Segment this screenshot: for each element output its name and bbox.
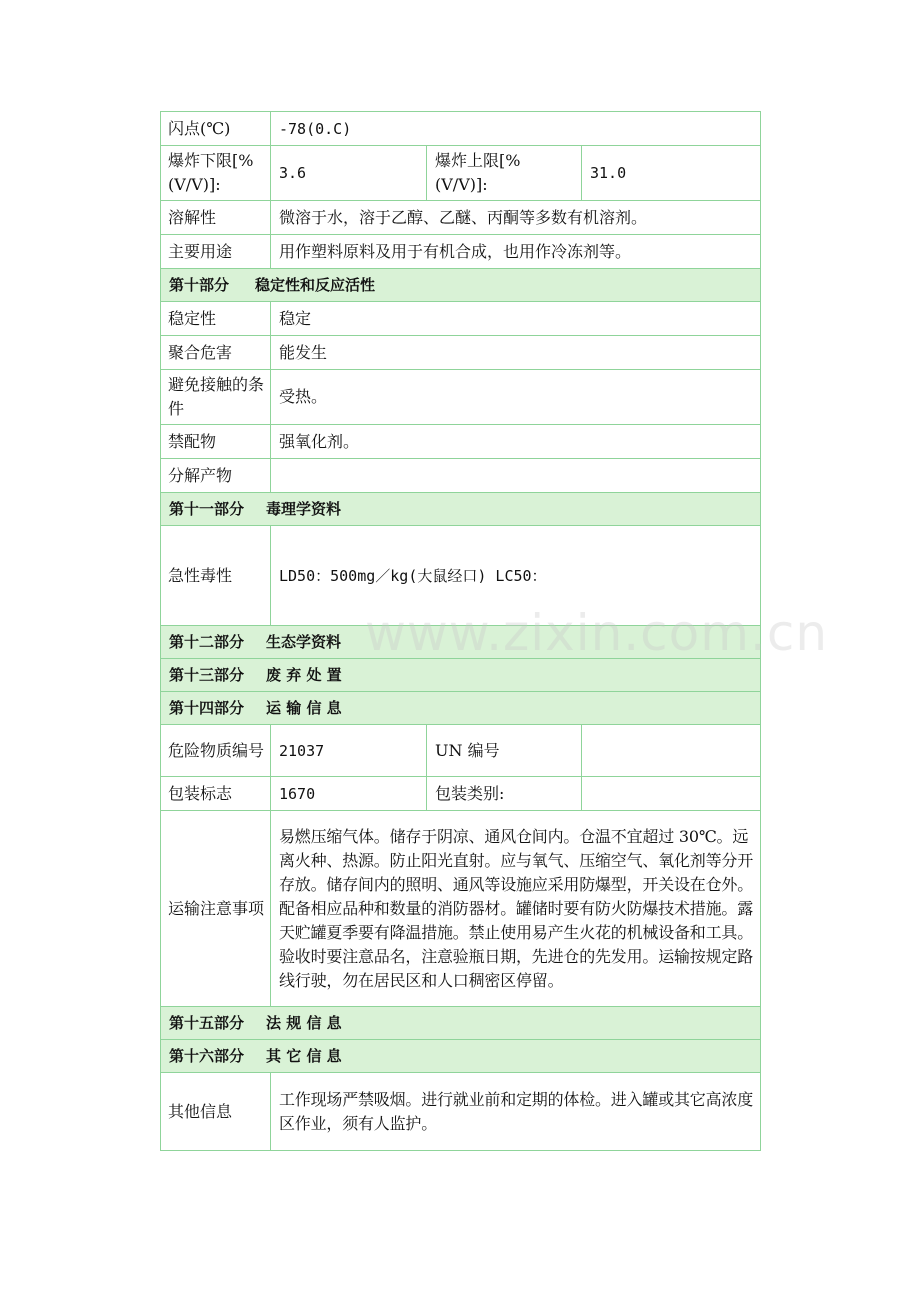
lower-limit-label: 爆炸下限[%(V/V)]: xyxy=(161,146,271,201)
row-avoid-conditions xyxy=(161,370,761,425)
flash-point-label: 闪点(℃) xyxy=(161,112,271,146)
row-other-info xyxy=(161,1073,761,1151)
packing-class-label: 包装类别: xyxy=(427,777,582,811)
packing-mark-label: 包装标志 xyxy=(161,777,271,811)
acute-toxicity-label: 急性毒性 xyxy=(161,526,271,626)
row-polymerization xyxy=(161,336,761,370)
section-11-number: 第十一部分 xyxy=(169,500,245,518)
row-explosion-limits xyxy=(161,146,761,201)
transport-notes-value: 易燃压缩气体。储存于阴凉、通风仓间内。仓温不宜超过 30℃。远离火种、热源。防止阳光直射。应与氧气、压缩空气、氧化剂等分开存放。储存间内的照明、通风等设施应采用防爆型，开关设在仓外。配备相应品种和数量的消防器材。罐储时要有防火防爆技术措施。露天贮罐夏季要有降温措施。禁止使用易产生火花的机械设备和工具。验收时要注意品名，注意验瓶日期，先进仓的先发用。运输按规定路线行驶，勿在居民区和人口稠密区停留。 xyxy=(271,811,761,1007)
other-info-label: 其他信息 xyxy=(161,1073,271,1151)
upper-limit-label: 爆炸上限[%(V/V)]: xyxy=(427,146,582,201)
section-15-title: 法 规 信 息 xyxy=(266,1014,342,1032)
un-number-label: UN 编号 xyxy=(427,725,582,777)
msds-table xyxy=(160,111,761,1151)
transport-notes-label: 运输注意事项 xyxy=(161,811,271,1007)
row-acute-toxicity xyxy=(161,526,761,626)
packing-mark-value: 1670 xyxy=(271,777,427,811)
avoid-conditions-label: 避免接触的条件 xyxy=(161,370,271,425)
row-stability xyxy=(161,302,761,336)
row-packing xyxy=(161,777,761,811)
row-solubility xyxy=(161,201,761,235)
section-10-header xyxy=(161,269,761,302)
row-hazard-number xyxy=(161,725,761,777)
flash-point-value: -78(0.C) xyxy=(271,112,761,146)
section-13-title: 废 弃 处 置 xyxy=(266,666,342,684)
incompatible-value: 强氧化剂。 xyxy=(271,425,761,459)
polymerization-value: 能发生 xyxy=(271,336,761,370)
section-10-title: 稳定性和反应活性 xyxy=(255,276,376,294)
section-16-number: 第十六部分 xyxy=(169,1047,245,1065)
row-decomposition xyxy=(161,459,761,493)
msds-sheet xyxy=(160,111,760,1151)
acute-toxicity-value: LD50：500mg／kg(大鼠经口) LC50： xyxy=(271,526,761,626)
section-15-number: 第十五部分 xyxy=(169,1014,245,1032)
polymerization-label: 聚合危害 xyxy=(161,336,271,370)
section-12-number: 第十二部分 xyxy=(169,633,245,651)
lower-limit-value: 3.6 xyxy=(271,146,427,201)
avoid-conditions-value: 受热。 xyxy=(271,370,761,425)
decomposition-value xyxy=(271,459,761,493)
row-transport-notes xyxy=(161,811,761,1007)
packing-class-value xyxy=(582,777,761,811)
solubility-label: 溶解性 xyxy=(161,201,271,235)
stability-value: 稳定 xyxy=(271,302,761,336)
un-number-value xyxy=(582,725,761,777)
row-flash-point xyxy=(161,112,761,146)
section-14-title: 运 输 信 息 xyxy=(266,699,342,717)
main-use-label: 主要用途 xyxy=(161,235,271,269)
section-13-number: 第十三部分 xyxy=(169,666,245,684)
section-16-title: 其 它 信 息 xyxy=(266,1047,342,1065)
section-11-title: 毒理学资料 xyxy=(266,500,342,518)
section-15-header xyxy=(161,1007,761,1040)
section-16-header xyxy=(161,1040,761,1073)
row-main-use xyxy=(161,235,761,269)
solubility-value: 微溶于水，溶于乙醇、乙醚、丙酮等多数有机溶剂。 xyxy=(271,201,761,235)
section-12-header xyxy=(161,626,761,659)
section-13-header xyxy=(161,659,761,692)
section-14-number: 第十四部分 xyxy=(169,699,245,717)
upper-limit-value: 31.0 xyxy=(582,146,761,201)
section-14-header xyxy=(161,692,761,725)
hazard-number-value: 21037 xyxy=(271,725,427,777)
section-10-number: 第十部分 xyxy=(169,276,230,294)
row-incompatible xyxy=(161,425,761,459)
section-11-header xyxy=(161,493,761,526)
decomposition-label: 分解产物 xyxy=(161,459,271,493)
section-12-title: 生态学资料 xyxy=(266,633,342,651)
stability-label: 稳定性 xyxy=(161,302,271,336)
hazard-number-label: 危险物质编号 xyxy=(161,725,271,777)
main-use-value: 用作塑料原料及用于有机合成，也用作冷冻剂等。 xyxy=(271,235,761,269)
incompatible-label: 禁配物 xyxy=(161,425,271,459)
other-info-value: 工作现场严禁吸烟。进行就业前和定期的体检。进入罐或其它高浓度区作业，须有人监护。 xyxy=(271,1073,761,1151)
watermark: www.zixin.com.cn xyxy=(365,604,829,662)
